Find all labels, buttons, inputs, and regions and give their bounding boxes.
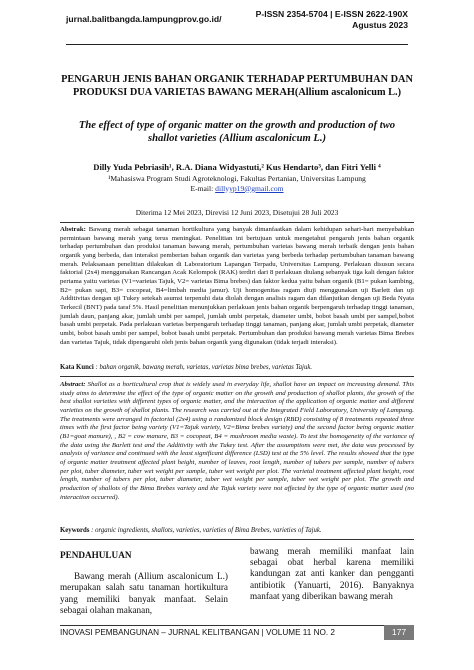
abstract-top-rule [60, 222, 414, 223]
abstract-middle-rule [60, 376, 414, 377]
kata-kunci-line [60, 364, 414, 371]
body-column-right [250, 546, 414, 602]
email-link[interactable]: dillyyp19@gmail.com [215, 183, 284, 193]
journal-url: jurnal.balitbangda.lampungprov.go.id/ [66, 14, 222, 24]
page-footer [60, 625, 414, 639]
keywords-line [60, 527, 414, 534]
abstrak-paragraph [60, 226, 414, 347]
article-history: Diterima 12 Mei 2023, Direvisi 12 Juni 2023, Disetujui 28 Juli 2023 [135, 208, 339, 217]
abstract-paragraph [60, 381, 414, 502]
abstract-text: Shallot as a horticultural crop that is widely used in everyday life, shallot have an impact on increasing demand. This study aims to determine the effect of the type of organic matter on the growth and production of shallot plants, the growth of the best shallot varieties with different types of organic matter, and the interaction of the application of organic matter and different varieties on the growth of shallot plants. The research was carried out at the Integrated Field Laboratory, University of Lampung. The treatments were arranged in factorial (2x4) using a randomized block design (RBD) consisting of 8 treatments repeated three times with the first factor being variety (V1=Tajuk variety, V2=Bima brebes variety) and the second factor being organic matter (B1=goat manure), , B2 = cow manure, B3 = cocopeat, B4 = mushroom media waste). To test the homogeneity of the variance of the data using the Barlett test and the Additivity with the Tukey test. After the assumptions were met, the data was processed by analysis of variance and continued with the least significant difference (LSD) test at the 5% level. The results showed that the type of organic matter treatment affected plant height, number of leaves, root length, number of tubers per sample, number of tubers per plot, tuber diameter, tuber wet weight per sample, tuber wet weight per plot. The varietal treatment affected plant height, root length, number of tubers per plot, tuber diameter, tuber wet weight per sample, tuber wet weight per plot. The growth and production of shallots of the Bima Brebes variety and the Tajuk variety were not affected by the type of organic matter used (no interaction occurred). [60, 381, 415, 501]
author-list: Dilly Yuda Pebriasih¹, R.A. Diana Widyastuti,² Kus Hendarto³, dan Fitri Yelli ⁴ [93, 162, 381, 172]
abstract-label: Abstract: [60, 381, 86, 388]
affiliation: ¹Mahasiswa Program Studi Agroteknologi, Fakultas Pertanian, Universitas Lampung [108, 174, 366, 183]
issue-date: Agustus 2023 [352, 20, 408, 30]
header-rule [66, 44, 408, 45]
issn: P-ISSN 2354-5704 | E-ISSN 2622-190X [255, 9, 408, 19]
kata-kunci-label: Kata Kunci [60, 364, 94, 371]
body-paragraph-right: bawang merah memiliki manfaat lain sebagai obat herbal karena memiliki kandungan zat anti kanker dan pengganti antibiotik (Yanuarti, 2016). Banyaknya manfaat yang diberikan bawang merah [250, 546, 414, 601]
page-number: 177 [384, 625, 414, 640]
title-english: The effect of type of organic matter on the growth and production of two shallot varieties (Allium ascalonicum L.) [78, 120, 396, 144]
email-label: E-mail: [190, 183, 214, 193]
body-column-left [60, 550, 228, 616]
keywords-text: : organic ingredients, shallots, varieties, varieties of Bima Brebes, varieties of Tajuk. [91, 527, 322, 534]
abstrak-label: Abstrak: [60, 226, 86, 233]
section-heading: PENDAHULUAN [60, 550, 132, 560]
affiliation-block [60, 174, 414, 193]
abstrak-text: Bawang merah sebagai tanaman hortikultura yang banyak dimanfaatkan dalam kehidupan sehari-hari menyebabkan permintaan bawang merah yang terus meningkat. Penelitian ini bertujuan untuk mengetahui pengaruh jenis bahan organik terhadap pertumbuhan dan produksi tanaman bawang merah, pertumbuhan varietas bawang merah terbaik dengan jenis bahan organik yang berbeda, dan interaksi pemberian bahan organik dan varietas yang berbeda terhadap pertumbuhan tanaman bawang merah. Pelaksanaan penelitian dilakukan di Laboratorium Lapangan Terpadu, Universitas Lampung. Perlakuan disusun secara faktorial (2x4) menggunakan Rancangan Acak Kelompok (RAK) terdiri dari 8 perlakuan diulang sebanyak tiga kali dengan faktor pertama yaitu varietas (V1=varietas Tajuk, V2= varietas Bima brebes) dan faktor kedua yaitu bahan organik (B1= pukan kambing, B2= pukan sapi, B3= cocopeat, B4=limbah media jamur). Uji homogenitas ragam diuji menggunakan uji Barlett dan uji Additivitas dengan uji Tukey setekah asumsi terpenuhi data diolah dengan analisis ragam dan dilanjutkan dengan uji Beda Nyata Terkecil (BNT) pada taraf 5%. Hasil penelitian menunjukkan perlakuan jenis bahan organik berpengaruh terhadap tinggi tanaman, jumlah daun, panjang akar, jumlah umbi per sampel, jumlah umbi perpetak, diameter umbi, bobot basah umbi per sampel,bobot basah umbi perpetak. Pada perlakuan varietas berpengaruh terhadap tinggi tanaman, panjang akar, jumlah umbi perpetak, diameter umbi, bobot basah umbi per sampel, bobot basah umbi perpetak. Pertumbuhan dan produksi bawang merah varietas Bima Brebes dan varietas Tajuk, tidak dipengaruhi oleh jenis bahan organik yang digunakan (tidak terjadi interaksi). [60, 226, 414, 346]
body-paragraph-left: Bawang merah (Allium ascalonicum L.) merupakan salah satu tanaman hortikultura yang memiliki banyak manfaat. Selain sebagai olahan makanan, [60, 571, 228, 615]
title-indonesian: PENGARUH JENIS BAHAN ORGANIK TERHADAP PERTUMBUHAN DAN PRODUKSI DUA VARIETAS BAWANG MERAH(Allium ascalonicum L.) [61, 74, 413, 98]
abstract-bottom-rule [60, 539, 414, 540]
keywords-label: Keywords [60, 527, 90, 534]
issn-block [256, 9, 408, 31]
footer-journal-info: INOVASI PEMBANGUNAN – JURNAL KELITBANGAN | VOLUME 11 NO. 2 [60, 628, 335, 637]
email-line [60, 184, 414, 194]
running-header [66, 6, 408, 42]
kata-kunci-text: : bahan organik, bawang merah, varietas, varietas bima brebes, varietas Tajuk. [95, 364, 313, 371]
